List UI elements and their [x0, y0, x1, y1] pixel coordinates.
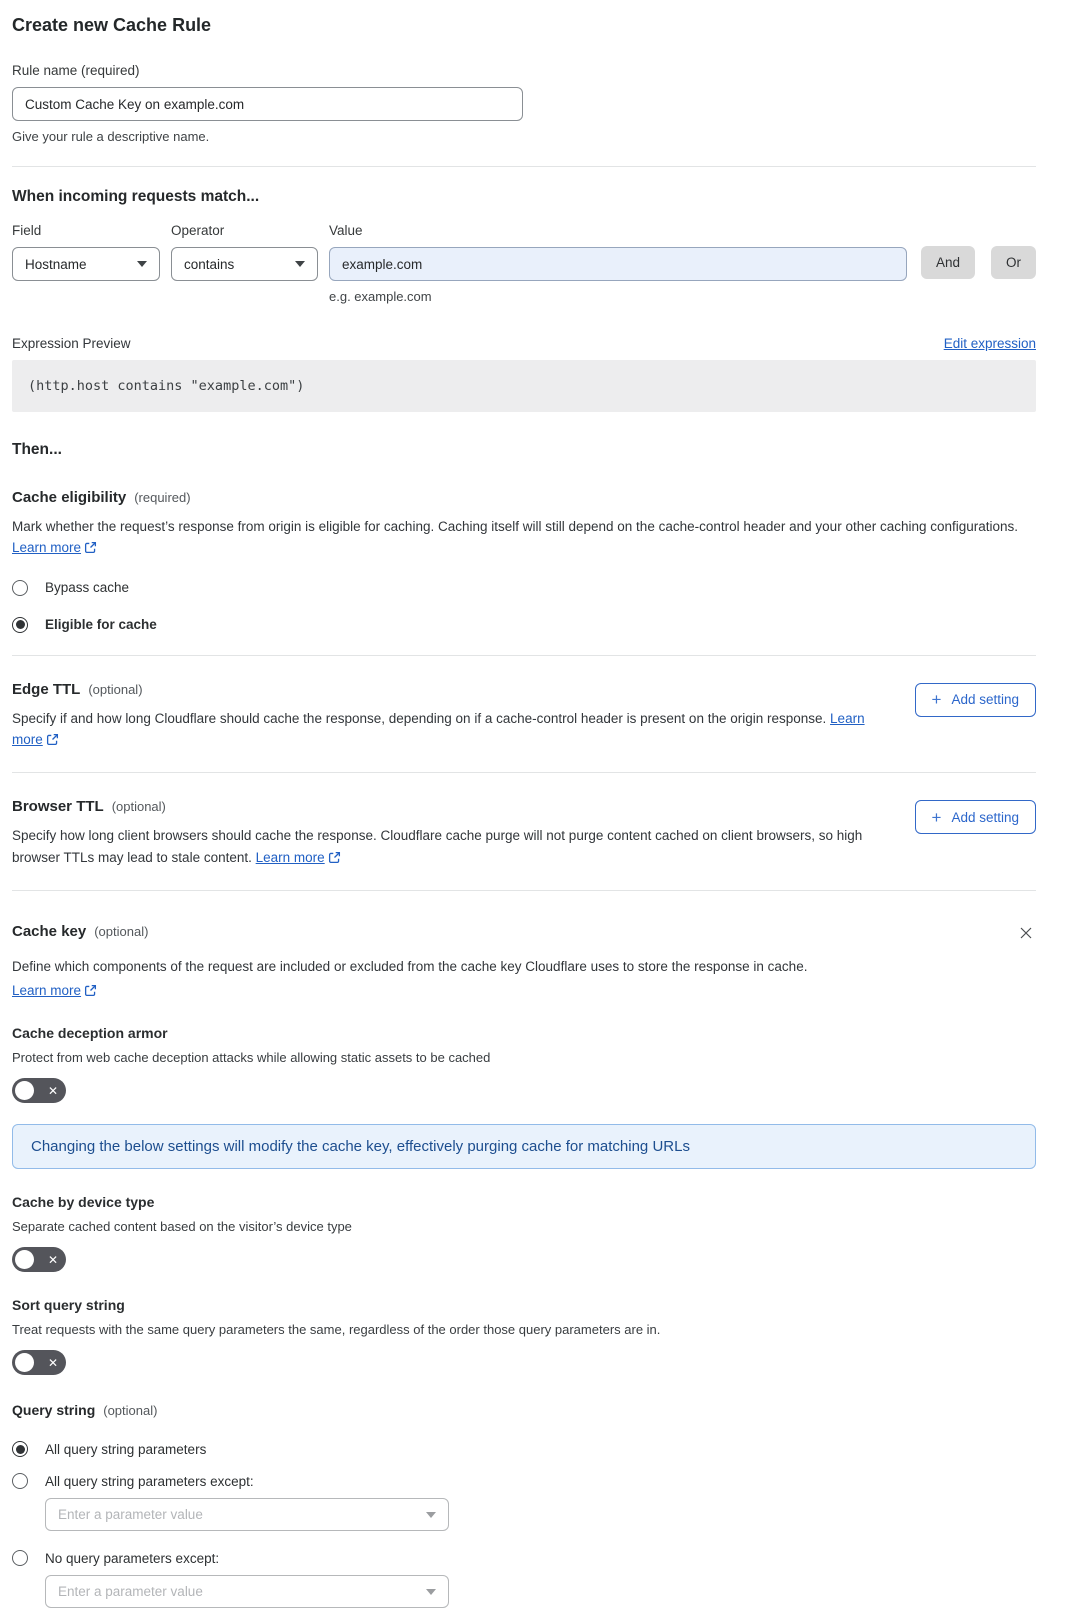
sort-query-string-toggle[interactable] [12, 1350, 66, 1375]
cache-by-device-type-description: Separate cached content based on the visitor’s device type [12, 1219, 352, 1235]
no-query-params-except-label: No query parameters except: [45, 1550, 220, 1566]
operator-select[interactable] [171, 247, 318, 281]
expression-preview-label: Expression Preview [12, 336, 131, 351]
match-heading: When incoming requests match... [12, 188, 260, 205]
toggle-off-x-icon: ✕ [47, 1252, 58, 1267]
edit-expression-link[interactable]: Edit expression [943, 336, 1036, 351]
radio-icon [12, 580, 28, 596]
edge-ttl-qualifier: (optional) [88, 681, 143, 697]
all-query-params-except-radio[interactable] [12, 1473, 1036, 1489]
or-button[interactable]: Or [991, 246, 1036, 279]
chevron-down-icon [137, 261, 147, 267]
cache-eligibility-title: Cache eligibility [12, 489, 127, 506]
external-link-icon [84, 984, 97, 997]
toggle-knob [15, 1081, 34, 1100]
browser-ttl-learn-more-link[interactable]: Learn more [255, 849, 325, 865]
section-divider [12, 890, 1036, 891]
then-heading: Then... [12, 441, 62, 458]
toggle-knob [15, 1250, 34, 1269]
parameter-placeholder: Enter a parameter value [58, 1584, 203, 1600]
query-string-title: Query string [12, 1402, 96, 1419]
toggle-off-x-icon: ✕ [47, 1083, 58, 1098]
field-select-value: Hostname [25, 256, 87, 272]
operator-select-value: contains [184, 256, 235, 272]
field-select[interactable] [12, 247, 160, 281]
toggle-knob [15, 1353, 34, 1372]
field-label: Field [12, 223, 42, 238]
cache-key-close-button[interactable] [1016, 923, 1036, 946]
edge-ttl-add-setting-button[interactable] [915, 683, 1036, 717]
cache-key-description: Define which components of the request are included or excluded from the cache key Cloudflare uses to store the response in cache. [12, 958, 808, 974]
browser-ttl-description-text: Specify how long client browsers should cache the response. Cloudflare cache purge will not purge content cached on client browsers, so high browser TTLs may lead to stale content. [12, 828, 863, 865]
cache-by-device-type-title: Cache by device type [12, 1194, 155, 1211]
eligible-for-cache-label: Eligible for cache [45, 617, 157, 633]
toggle-off-x-icon: ✕ [47, 1355, 58, 1370]
rule-name-helper: Give your rule a descriptive name. [12, 129, 210, 144]
add-setting-label: Add setting [951, 692, 1019, 708]
edge-ttl-description-text: Specify if and how long Cloudflare should cache the response, depending on if a cache-control header is present on the origin response. [12, 710, 827, 726]
cache-eligibility-description-text: Mark whether the request’s response from origin is eligible for caching. Caching itself will still depend on the cache-control header and your other caching configurations. [12, 519, 1019, 534]
edge-ttl-section [12, 681, 1036, 751]
all-query-params-except-label: All query string parameters except: [45, 1473, 254, 1489]
chevron-down-icon [295, 261, 305, 267]
browser-ttl-description [12, 825, 870, 868]
rule-name-input[interactable] [12, 87, 523, 121]
radio-checked-icon [12, 617, 28, 633]
section-divider [12, 166, 1036, 167]
cache-deception-armor-title: Cache deception armor [12, 1025, 168, 1042]
all-query-params-radio[interactable] [12, 1441, 1036, 1457]
page-title: Create new Cache Rule [12, 15, 212, 35]
bypass-cache-label: Bypass cache [45, 580, 130, 596]
chevron-down-icon [426, 1589, 436, 1595]
external-link-icon [84, 541, 97, 554]
edge-ttl-title: Edge TTL [12, 680, 81, 698]
sort-query-string-description: Treat requests with the same query parameters the same, regardless of the order those query parameters are in. [12, 1322, 661, 1338]
cache-eligibility-description [12, 516, 1036, 559]
plus-icon: + [931, 690, 942, 710]
section-divider [12, 772, 1036, 773]
parameter-placeholder: Enter a parameter value [58, 1507, 203, 1523]
no-query-params-except-radio[interactable] [12, 1550, 1036, 1566]
radio-icon [12, 1473, 28, 1489]
cache-key-warning-banner: Changing the below settings will modify the cache key, effectively purging cache for matching URLs [12, 1124, 1036, 1169]
cache-deception-armor-description: Protect from web cache deception attacks while allowing static assets to be cached [12, 1050, 491, 1066]
cache-key-header [12, 923, 1036, 946]
browser-ttl-qualifier: (optional) [111, 799, 166, 815]
no-except-parameter-select[interactable] [45, 1575, 449, 1608]
eligible-for-cache-radio[interactable] [12, 617, 1036, 633]
edge-ttl-learn-more-link[interactable]: Learn more [12, 710, 865, 747]
add-setting-label: Add setting [951, 809, 1019, 825]
plus-icon: + [931, 807, 942, 827]
cache-key-learn-more-link[interactable]: Learn more [12, 983, 82, 999]
bypass-cache-radio[interactable] [12, 580, 1036, 596]
expression-builder-row [12, 223, 1036, 304]
chevron-down-icon [426, 1512, 436, 1518]
browser-ttl-section [12, 798, 1036, 868]
cache-key-qualifier: (optional) [94, 923, 149, 939]
external-link-icon [46, 733, 59, 746]
external-link-icon [328, 851, 341, 864]
radio-icon [12, 1550, 28, 1566]
section-divider [12, 655, 1036, 656]
cache-by-device-type-toggle[interactable] [12, 1247, 66, 1272]
cache-key-title: Cache key [12, 922, 87, 940]
value-input[interactable] [329, 247, 907, 281]
edge-ttl-description [12, 708, 870, 751]
close-icon [1018, 925, 1034, 941]
and-button[interactable]: And [921, 246, 975, 279]
all-except-parameter-select[interactable] [45, 1498, 449, 1531]
rule-name-label: Rule name (required) [12, 63, 140, 78]
operator-label: Operator [171, 223, 225, 238]
cache-deception-armor-toggle[interactable] [12, 1078, 66, 1103]
radio-checked-icon [12, 1441, 28, 1457]
cache-eligibility-qualifier: (required) [134, 490, 191, 505]
expression-preview-code: (http.host contains "example.com") [12, 360, 1036, 412]
browser-ttl-add-setting-button[interactable] [915, 800, 1036, 834]
sort-query-string-title: Sort query string [12, 1297, 125, 1314]
browser-ttl-title: Browser TTL [12, 798, 104, 816]
cache-eligibility-learn-more-link[interactable]: Learn more [12, 540, 82, 556]
all-query-params-label: All query string parameters [45, 1441, 207, 1457]
value-label: Value [329, 223, 363, 238]
query-string-qualifier: (optional) [103, 1403, 158, 1419]
value-helper: e.g. example.com [329, 289, 432, 304]
